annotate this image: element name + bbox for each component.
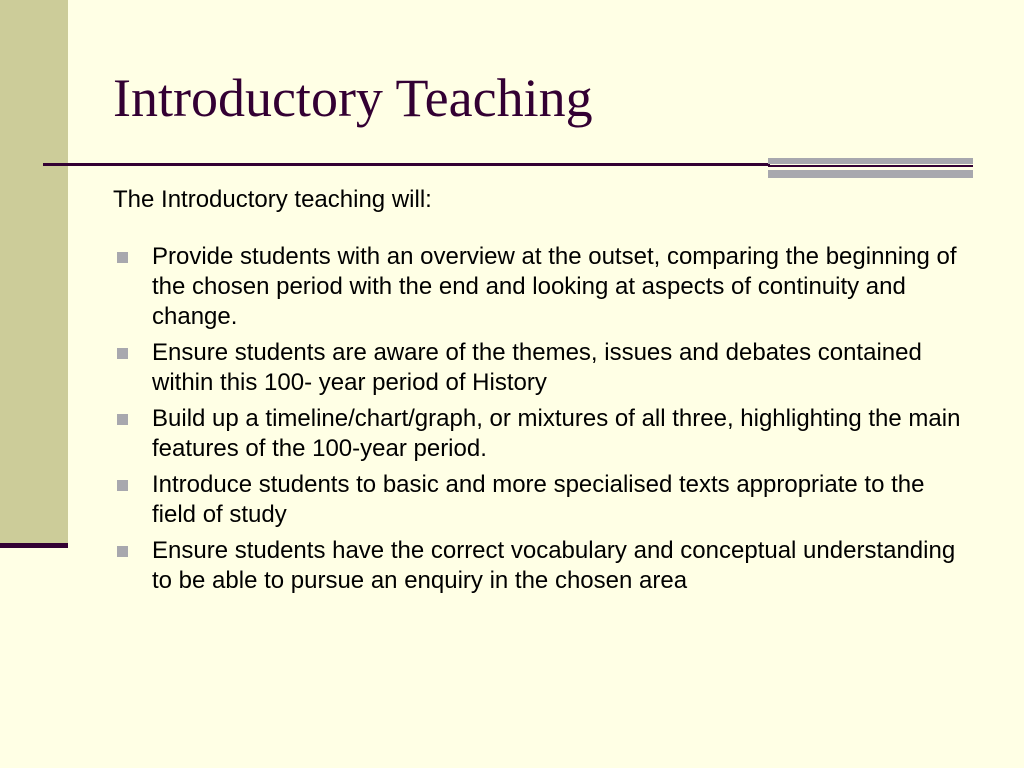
decorative-rule-gray-top bbox=[768, 158, 973, 164]
gray-square-icon bbox=[117, 252, 128, 263]
slide-title: Introductory Teaching bbox=[113, 68, 593, 128]
gray-square-icon bbox=[117, 348, 128, 359]
bullet-text: Ensure students have the correct vocabulary and conceptual understanding to be able to pursue an enquiry in the chosen area bbox=[152, 537, 956, 594]
bullet-item bbox=[113, 470, 963, 530]
gray-square-icon bbox=[117, 414, 128, 425]
intro-text: The Introductory teaching will: bbox=[113, 186, 432, 213]
gray-square-icon bbox=[117, 546, 128, 557]
bullet-item bbox=[113, 242, 963, 332]
gray-square-icon bbox=[117, 480, 128, 491]
bullet-item bbox=[113, 536, 963, 596]
title-underline-rule bbox=[43, 163, 770, 166]
decorative-rule-gray-bottom bbox=[768, 170, 973, 178]
left-decorative-rule bbox=[0, 543, 68, 548]
bullet-text: Introduce students to basic and more specialised texts appropriate to the field of study bbox=[152, 471, 925, 528]
bullet-text: Provide students with an overview at the outset, comparing the beginning of the chosen period with the end and looking at aspects of continuity and change. bbox=[152, 243, 957, 330]
bullet-list bbox=[113, 242, 963, 596]
bullet-text: Ensure students are aware of the themes, issues and debates contained within this 100- year period of History bbox=[152, 339, 922, 396]
bullet-item bbox=[113, 404, 963, 464]
bullet-item bbox=[113, 338, 963, 398]
left-decorative-band bbox=[0, 0, 68, 543]
slide-body bbox=[113, 184, 963, 602]
decorative-rule-dark bbox=[768, 165, 973, 167]
bullet-text: Build up a timeline/chart/graph, or mixtures of all three, highlighting the main features of the 100-year period. bbox=[152, 405, 961, 462]
